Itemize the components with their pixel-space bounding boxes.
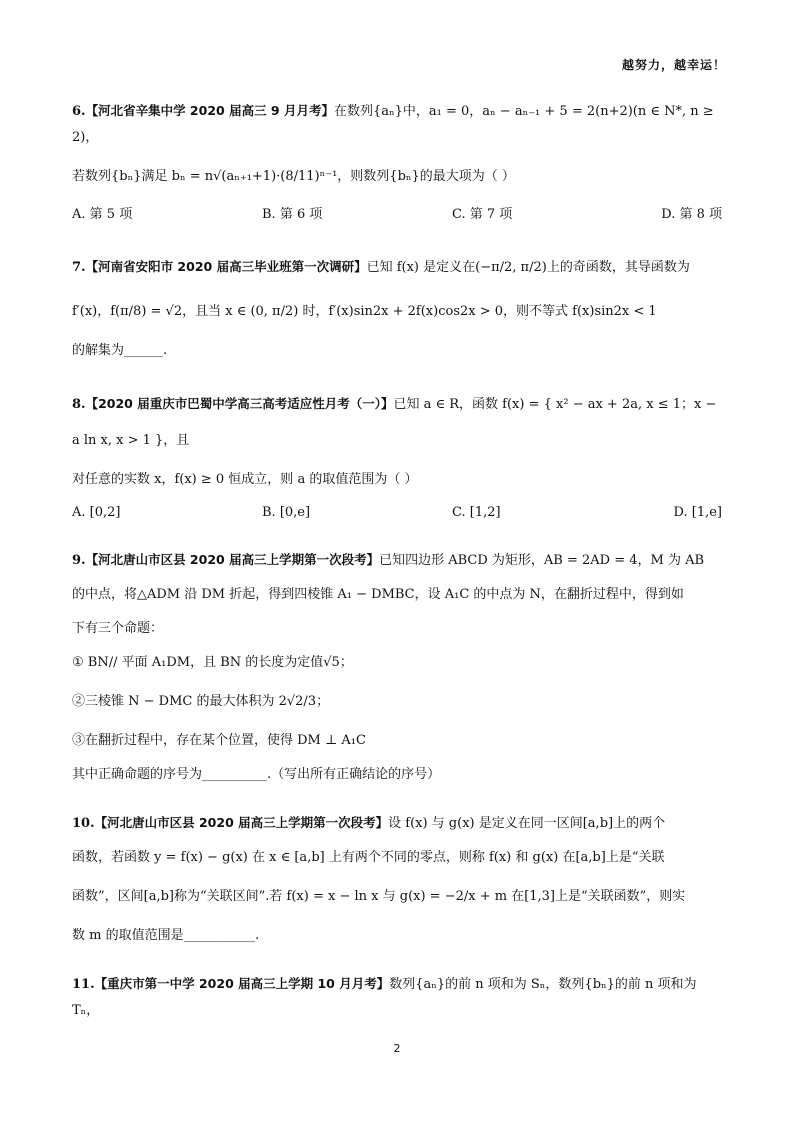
- question-number: 10.: [72, 816, 95, 831]
- question-text: 数列{aₙ}的前 n 项和为 Sₙ，数列{bₙ}的前 n 项和为 Tₙ，: [72, 977, 697, 1018]
- proposition-1: ① BN// 平面 A₁DM，且 BN 的长度为定值√5；: [72, 655, 353, 670]
- question-text: 函数，若函数 y = f(x) − g(x) 在 x ∈ [a,b] 上有两个不同的零点，则称 f(x) 和 g(x) 在[a,b]上是“关联: [72, 850, 665, 865]
- question-number: 11.: [72, 977, 95, 992]
- question-number: 9.: [72, 553, 86, 568]
- question-6: [72, 98, 722, 227]
- question-text: 设 f(x) 与 g(x) 是定义在同一区间[a,b]上的两个: [388, 816, 666, 831]
- question-text: 的解集为______.: [72, 343, 168, 358]
- option-d: D. 第 8 项: [661, 207, 722, 222]
- question-11: [72, 971, 722, 1024]
- question-text: 已知四边形 ABCD 为矩形，AB = 2AD = 4，M 为 AB: [379, 553, 705, 568]
- option-a: A. [0,2]: [72, 505, 121, 520]
- question-text: 其中正确命题的序号为__________.（写出所有正确结论的序号）: [72, 767, 441, 782]
- option-c: C. [1,2]: [452, 505, 501, 520]
- question-text: 已知 f(x) 是定义在(−π/2, π/2)上的奇函数，其导函数为: [366, 260, 690, 275]
- question-9: [72, 547, 722, 788]
- option-d: D. [1,e]: [673, 505, 722, 520]
- question-text: f′(x)，f(π/8) = √2，且当 x ∈ (0, π/2) 时，f′(x)sin2x + 2f(x)cos2x > 0，则不等式 f(x)sin2x < 1: [72, 304, 657, 319]
- option-a: A. 第 5 项: [72, 207, 133, 222]
- question-source: 【重庆市第一中学 2020 届高三上学期 10 月月考】: [94, 976, 390, 991]
- question-8: [72, 386, 722, 525]
- question-number: 8.: [72, 397, 86, 412]
- question-text: 若数列{bₙ}满足 bₙ = n√(aₙ₊₁+1)·(8/11)ⁿ⁻¹，则数列{bₙ}的最大项为（ ）: [72, 169, 515, 184]
- question-source: 【2020 届重庆市巴蜀中学高三高考适应性月考（一）】: [85, 396, 394, 411]
- question-text: 函数”，区间[a,b]称为“关联区间”.若 f(x) = x − ln x 与 g(x) = −2/x + m 在[1,3]上是“关联函数”，则实: [72, 889, 686, 904]
- option-c: C. 第 7 项: [452, 207, 513, 222]
- question-source: 【河南省安阳市 2020 届高三毕业班第一次调研】: [85, 259, 367, 274]
- question-text: 在数列{aₙ}中，a₁ = 0，aₙ − aₙ₋₁ + 5 = 2(n+2)(n ∈ N*, n ≥ 2)，: [72, 104, 714, 145]
- page-number: 2: [393, 1042, 401, 1055]
- question-10: [72, 810, 722, 949]
- options: [72, 203, 722, 227]
- question-source: 【河北唐山市区县 2020 届高三上学期第一次段考】: [85, 552, 380, 567]
- question-text: 已知 a ∈ R，函数 f(x) = { x² − ax + 2a, x ≤ 1；x − a ln x, x > 1 }，且: [72, 397, 717, 448]
- question-list: [72, 98, 722, 1046]
- question-text: 对任意的实数 x，f(x) ≥ 0 恒成立，则 a 的取值范围为（ ）: [72, 472, 418, 487]
- proposition-3: ③在翻折过程中，存在某个位置，使得 DM ⊥ A₁C: [72, 733, 366, 748]
- question-text: 下有三个命题：: [72, 621, 164, 636]
- question-source: 【河北唐山市区县 2020 届高三上学期第一次段考】: [94, 815, 389, 830]
- question-text: 数 m 的取值范围是___________.: [72, 928, 260, 943]
- proposition-2: ②三棱锥 N − DMC 的最大体积为 2√2/3；: [72, 694, 330, 709]
- question-7: [72, 249, 722, 364]
- option-b: B. 第 6 项: [262, 207, 323, 222]
- option-b: B. [0,e]: [262, 505, 311, 520]
- question-number: 7.: [72, 260, 86, 275]
- question-number: 6.: [72, 104, 86, 119]
- header-slogan: 越努力，越幸运！: [621, 58, 726, 72]
- question-text: 的中点，将△ADM 沿 DM 折起，得到四棱锥 A₁ − DMBC，设 A₁C 的中点为 N，在翻折过程中，得到如: [72, 587, 684, 602]
- options: [72, 501, 722, 525]
- question-source: 【河北省辛集中学 2020 届高三 9 月月考】: [85, 103, 334, 118]
